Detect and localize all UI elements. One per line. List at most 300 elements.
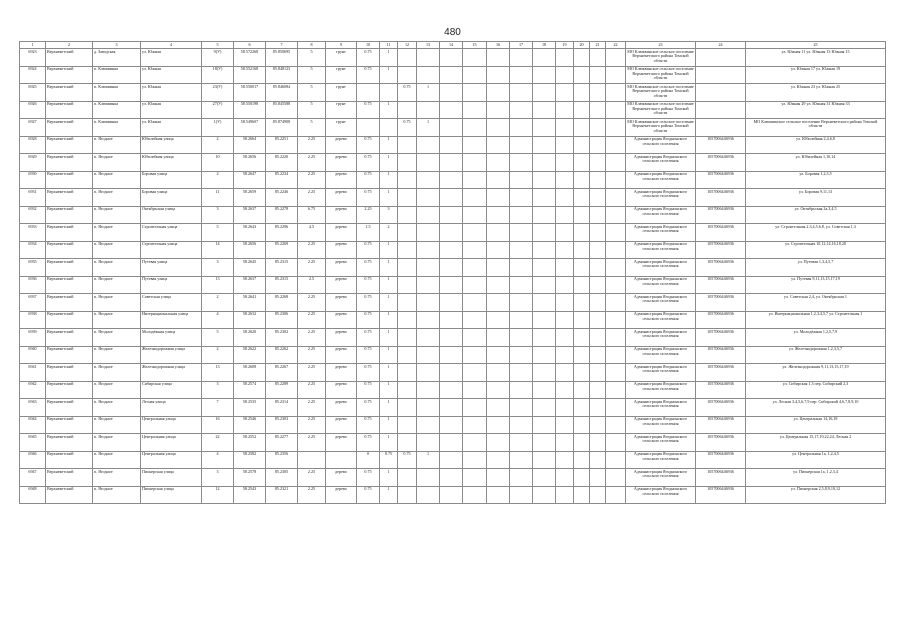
cell-row-id: 6945 [20,434,46,452]
cell-district: Верхнекетский [46,486,93,504]
cell-c14 [440,84,463,102]
cell-area: 2.25 [298,136,326,154]
cell-settlement: п. Клюквинка [93,101,141,119]
page-number: 480 [444,27,461,38]
cell-c16 [487,241,510,259]
cell-c12: 0.75 [398,84,417,102]
cell-c18 [533,171,556,189]
cell-street: ул. Южная [141,119,202,137]
cell-longitude: 85.2315 [266,276,298,294]
cell-c12 [398,136,417,154]
cell-c19 [556,189,574,207]
table-row [20,241,886,259]
cell-c21 [590,241,606,259]
cell-ogrn: 1057006446936 [696,451,746,469]
cell-area: 2.25 [298,486,326,504]
cell-c16 [487,416,510,434]
cell-container-volume: 0.75 [357,49,380,67]
cell-ogrn [696,119,746,137]
cell-settlement: п. Ягодное [93,381,141,399]
cell-c12 [398,49,417,67]
table-row [20,101,886,119]
cell-owner: Администрация Ягоднинского сельского поселения [626,311,696,329]
cell-c20 [574,434,590,452]
cell-district: Верхнекетский [46,189,93,207]
cell-owner: Администрация Ягоднинского сельского поселения [626,294,696,312]
cell-street: Строительная улица [141,224,202,242]
cell-c15 [463,469,487,487]
cell-latitude: 58.550017 [234,84,266,102]
cell-container-count: 1 [380,49,398,67]
cell-c14 [440,346,463,364]
cell-c19 [556,346,574,364]
cell-street: Центральная улица [141,416,202,434]
cell-area: 2.25 [298,381,326,399]
cell-container-volume: 0.75 [357,241,380,259]
cell-house: 13 [202,276,234,294]
cell-c22 [606,416,626,434]
cell-c21 [590,84,606,102]
cell-c12 [398,241,417,259]
cell-served-addresses: ул. Путевая 9,11,13,15,17,19 [746,276,886,294]
cell-row-id: 6925 [20,84,46,102]
cell-area [298,451,326,469]
cell-district: Верхнекетский [46,171,93,189]
cell-c14 [440,469,463,487]
cell-latitude: 58.2552 [234,434,266,452]
cell-row-id: 6936 [20,276,46,294]
cell-c19 [556,136,574,154]
cell-longitude: 85.2234 [266,171,298,189]
cell-c14 [440,311,463,329]
cell-c19 [556,294,574,312]
cell-row-id: 6943 [20,399,46,417]
cell-owner: Администрация Ягоднинского сельского поселения [626,171,696,189]
cell-latitude: 58.2637 [234,206,266,224]
cell-ogrn: 1057006446936 [696,294,746,312]
cell-surface: грунт [326,49,357,67]
cell-c13 [417,224,440,242]
cell-ogrn: 1057006446936 [696,434,746,452]
cell-district: Верхнекетский [46,346,93,364]
cell-container-count: 1 [380,434,398,452]
cell-settlement: п. Ягодное [93,486,141,504]
cell-longitude: 85.848123 [266,66,298,84]
cell-settlement: п. Клюквинка [93,119,141,137]
cell-owner: Администрация Ягоднинского сельского поселения [626,434,696,452]
table-row [20,259,886,277]
cell-surface: дерево [326,154,357,172]
cell-settlement: п. Ягодное [93,346,141,364]
cell-settlement: п. Ягодное [93,171,141,189]
cell-c21 [590,416,606,434]
cell-settlement: п. Ягодное [93,469,141,487]
table-row [20,416,886,434]
cell-c21 [590,451,606,469]
cell-house: 10 [202,154,234,172]
cell-container-volume: 1.5 [357,224,380,242]
cell-settlement: п. Ягодное [93,241,141,259]
cell-row-id: 6947 [20,469,46,487]
cell-c21 [590,66,606,84]
cell-latitude: 58.2582 [234,451,266,469]
table-row [20,381,886,399]
cell-c16 [487,399,510,417]
cell-c15 [463,241,487,259]
cell-area: 2.25 [298,189,326,207]
column-number-header: 14 [440,42,463,49]
cell-settlement: п. Ягодное [93,224,141,242]
cell-c16 [487,101,510,119]
cell-c17 [510,486,533,504]
cell-surface: дерево [326,329,357,347]
cell-c17 [510,66,533,84]
cell-c21 [590,329,606,347]
cell-district: Верхнекетский [46,49,93,67]
cell-settlement: п. Ягодное [93,434,141,452]
cell-c14 [440,434,463,452]
cell-longitude: 85.2321 [266,486,298,504]
cell-area: 5 [298,101,326,119]
cell-c15 [463,451,487,469]
cell-house: 14 [202,241,234,259]
cell-served-addresses: ул. Юбилейная 2,4,6,8 [746,136,886,154]
cell-owner: Администрация Ягоднинского сельского поселения [626,136,696,154]
cell-c21 [590,469,606,487]
cell-district: Верхнекетский [46,101,93,119]
cell-c16 [487,346,510,364]
cell-c15 [463,381,487,399]
cell-c17 [510,451,533,469]
cell-c17 [510,136,533,154]
cell-surface: дерево [326,171,357,189]
cell-street: Пионерская улица [141,469,202,487]
cell-c15 [463,311,487,329]
cell-c19 [556,224,574,242]
cell-c12 [398,329,417,347]
cell-c22 [606,259,626,277]
cell-c20 [574,486,590,504]
cell-container-count: 1 [380,346,398,364]
cell-c12 [398,66,417,84]
cell-container-count: 2 [380,224,398,242]
cell-c18 [533,486,556,504]
cell-street: Юбилейная улица [141,136,202,154]
cell-c16 [487,119,510,137]
cell-container-volume: 0.75 [357,381,380,399]
cell-container-volume: 2.25 [357,206,380,224]
cell-c18 [533,224,556,242]
cell-c20 [574,119,590,137]
column-number-header: 9 [326,42,357,49]
cell-latitude: 58.2641 [234,294,266,312]
cell-latitude: 58.2643 [234,224,266,242]
cell-served-addresses: ул. Железнодорожная 1,2,3,5,7 [746,346,886,364]
cell-area: 2.25 [298,434,326,452]
column-number-header: 24 [696,42,746,49]
cell-area: 5 [298,66,326,84]
cell-latitude: 58.572268 [234,49,266,67]
cell-longitude: 85.2251 [266,136,298,154]
cell-house: 3 [202,381,234,399]
cell-c17 [510,206,533,224]
cell-house: 2 [202,136,234,154]
cell-c18 [533,119,556,137]
cell-c13 [417,136,440,154]
cell-latitude: 58.2632 [234,311,266,329]
cell-container-count: 1 [380,171,398,189]
cell-c21 [590,311,606,329]
cell-c18 [533,399,556,417]
cell-street: ул. Южная [141,66,202,84]
cell-c21 [590,224,606,242]
cell-longitude: 85.2278 [266,206,298,224]
cell-district: Верхнекетский [46,451,93,469]
cell-c22 [606,136,626,154]
cell-c19 [556,329,574,347]
cell-c22 [606,84,626,102]
cell-c15 [463,101,487,119]
cell-latitude: 58.549607 [234,119,266,137]
table-row [20,189,886,207]
cell-district: Верхнекетский [46,364,93,382]
cell-longitude: 85.2306 [266,311,298,329]
cell-ogrn: 1057006446936 [696,399,746,417]
cell-c20 [574,206,590,224]
cell-c13 [417,66,440,84]
cell-ogrn: 1057006446936 [696,381,746,399]
cell-c21 [590,206,606,224]
table-row [20,119,886,137]
cell-row-id: 6941 [20,364,46,382]
cell-c19 [556,171,574,189]
cell-c21 [590,49,606,67]
cell-served-addresses: ул. Боровая 1,2,3,5 [746,171,886,189]
cell-c17 [510,259,533,277]
cell-house: 1(У) [202,119,234,137]
cell-latitude: 58.552168 [234,66,266,84]
cell-row-id: 6926 [20,101,46,119]
cell-longitude: 85.2246 [266,189,298,207]
cell-area: 2.5 [298,276,326,294]
cell-c13 [417,276,440,294]
cell-c21 [590,154,606,172]
cell-owner: Администрация Ягоднинского сельского поселения [626,469,696,487]
cell-container-count: 1 [380,66,398,84]
cell-c15 [463,486,487,504]
cell-c13 [417,206,440,224]
cell-container-volume: 0.75 [357,469,380,487]
cell-owner: Администрация Ягоднинского сельского поселения [626,399,696,417]
cell-house: 16 [202,416,234,434]
cell-house: 4 [202,451,234,469]
cell-c15 [463,434,487,452]
table-row [20,434,886,452]
cell-container-volume: 0.75 [357,399,380,417]
cell-c22 [606,329,626,347]
cell-c22 [606,171,626,189]
cell-container-count: 0.75 [380,451,398,469]
cell-container-volume: 0.75 [357,294,380,312]
cell-owner: Администрация Ягоднинского сельского поселения [626,364,696,382]
cell-settlement: п. Клюквинка [93,66,141,84]
cell-district: Верхнекетский [46,469,93,487]
cell-c18 [533,276,556,294]
cell-surface: дерево [326,469,357,487]
cell-longitude: 85.2356 [266,451,298,469]
cell-c15 [463,329,487,347]
cell-container-count: 1 [380,136,398,154]
cell-latitude: 58.2608 [234,364,266,382]
cell-c18 [533,154,556,172]
cell-c22 [606,154,626,172]
cell-c13 [417,101,440,119]
cell-area: 5 [298,84,326,102]
cell-c12 [398,364,417,382]
column-number-header: 20 [574,42,590,49]
cell-settlement: п. Ягодное [93,206,141,224]
cell-longitude: 85.2303 [266,416,298,434]
cell-house: 2 [202,294,234,312]
cell-longitude: 85.2315 [266,259,298,277]
column-number-header: 4 [141,42,202,49]
cell-served-addresses: ул. Южная 23 ул. Южная 25 [746,84,886,102]
cell-container-count [380,119,398,137]
cell-latitude: 58.2656 [234,154,266,172]
cell-container-count: 1 [380,486,398,504]
cell-c22 [606,311,626,329]
cell-latitude: 58.2578 [234,469,266,487]
cell-c12 [398,224,417,242]
cell-c15 [463,84,487,102]
cell-district: Верхнекетский [46,241,93,259]
cell-c12 [398,154,417,172]
cell-c20 [574,346,590,364]
cell-c17 [510,434,533,452]
cell-c17 [510,84,533,102]
cell-street: Центральная улица [141,451,202,469]
cell-house: 18(У) [202,66,234,84]
cell-row-id: 6928 [20,136,46,154]
table-row [20,311,886,329]
cell-container-count: 1 [380,329,398,347]
cell-surface: дерево [326,311,357,329]
cell-settlement: п. Ягодное [93,364,141,382]
cell-c18 [533,381,556,399]
cell-c19 [556,84,574,102]
table-row [20,171,886,189]
cell-c21 [590,136,606,154]
cell-owner: Администрация Ягоднинского сельского поселения [626,259,696,277]
column-number-header: 10 [357,42,380,49]
cell-c22 [606,434,626,452]
cell-container-count: 1 [380,241,398,259]
cell-container-volume: 0.75 [357,154,380,172]
cell-area: 2.25 [298,346,326,364]
cell-c21 [590,276,606,294]
column-number-header: 21 [590,42,606,49]
table-row [20,49,886,67]
cell-house: 23(У) [202,84,234,102]
cell-longitude: 85.2269 [266,241,298,259]
cell-surface: дерево [326,259,357,277]
cell-street: Путевая улица [141,259,202,277]
cell-c18 [533,66,556,84]
cell-c17 [510,381,533,399]
cell-c17 [510,329,533,347]
cell-c18 [533,311,556,329]
cell-c17 [510,119,533,137]
cell-street: ул. Южная [141,101,202,119]
cell-container-count: 1 [380,154,398,172]
cell-c13 [417,381,440,399]
cell-c14 [440,294,463,312]
cell-district: Верхнекетский [46,329,93,347]
cell-area: 5 [298,49,326,67]
cell-served-addresses: ул. Железнодорожная 9,11,13,15,17,19 [746,364,886,382]
cell-container-volume: 0.75 [357,311,380,329]
cell-c18 [533,294,556,312]
cell-c15 [463,416,487,434]
cell-owner: Администрация Ягоднинского сельского поселения [626,346,696,364]
cell-served-addresses: ул. Интернациональная 1,2,3,4,5,7 ул. Строительная 1 [746,311,886,329]
cell-c16 [487,469,510,487]
cell-c20 [574,189,590,207]
column-number-header: 25 [746,42,886,49]
cell-c15 [463,294,487,312]
column-number-header: 16 [487,42,510,49]
cell-c14 [440,154,463,172]
cell-c13 [417,416,440,434]
cell-c21 [590,119,606,137]
column-number-row [20,42,886,49]
cell-area: 2.25 [298,154,326,172]
cell-latitude: 58.2637 [234,276,266,294]
cell-c17 [510,416,533,434]
cell-street: Железнодорожная улица [141,346,202,364]
cell-street: Центральная улица [141,434,202,452]
cell-ogrn [696,66,746,84]
cell-street: Интернациональная улица [141,311,202,329]
cell-container-volume: 0.75 [357,276,380,294]
cell-c20 [574,224,590,242]
cell-longitude: 85.2289 [266,381,298,399]
cell-c20 [574,84,590,102]
cell-latitude: 58.2574 [234,381,266,399]
cell-c15 [463,136,487,154]
cell-c19 [556,486,574,504]
cell-ogrn: 1057006446936 [696,311,746,329]
cell-c17 [510,241,533,259]
cell-surface: дерево [326,346,357,364]
cell-c15 [463,154,487,172]
cell-container-volume: 0.75 [357,346,380,364]
cell-container-volume: 0.75 [357,434,380,452]
cell-latitude: 58.2543 [234,486,266,504]
table-row [20,329,886,347]
cell-c17 [510,311,533,329]
cell-c14 [440,66,463,84]
cell-latitude: 58.2647 [234,171,266,189]
cell-longitude: 85.846084 [266,84,298,102]
cell-c17 [510,346,533,364]
cell-longitude: 85.2296 [266,224,298,242]
cell-container-volume: 0.75 [357,416,380,434]
cell-c14 [440,381,463,399]
table-row [20,276,886,294]
cell-settlement: п. Ягодное [93,451,141,469]
cell-street: Боровая улица [141,189,202,207]
